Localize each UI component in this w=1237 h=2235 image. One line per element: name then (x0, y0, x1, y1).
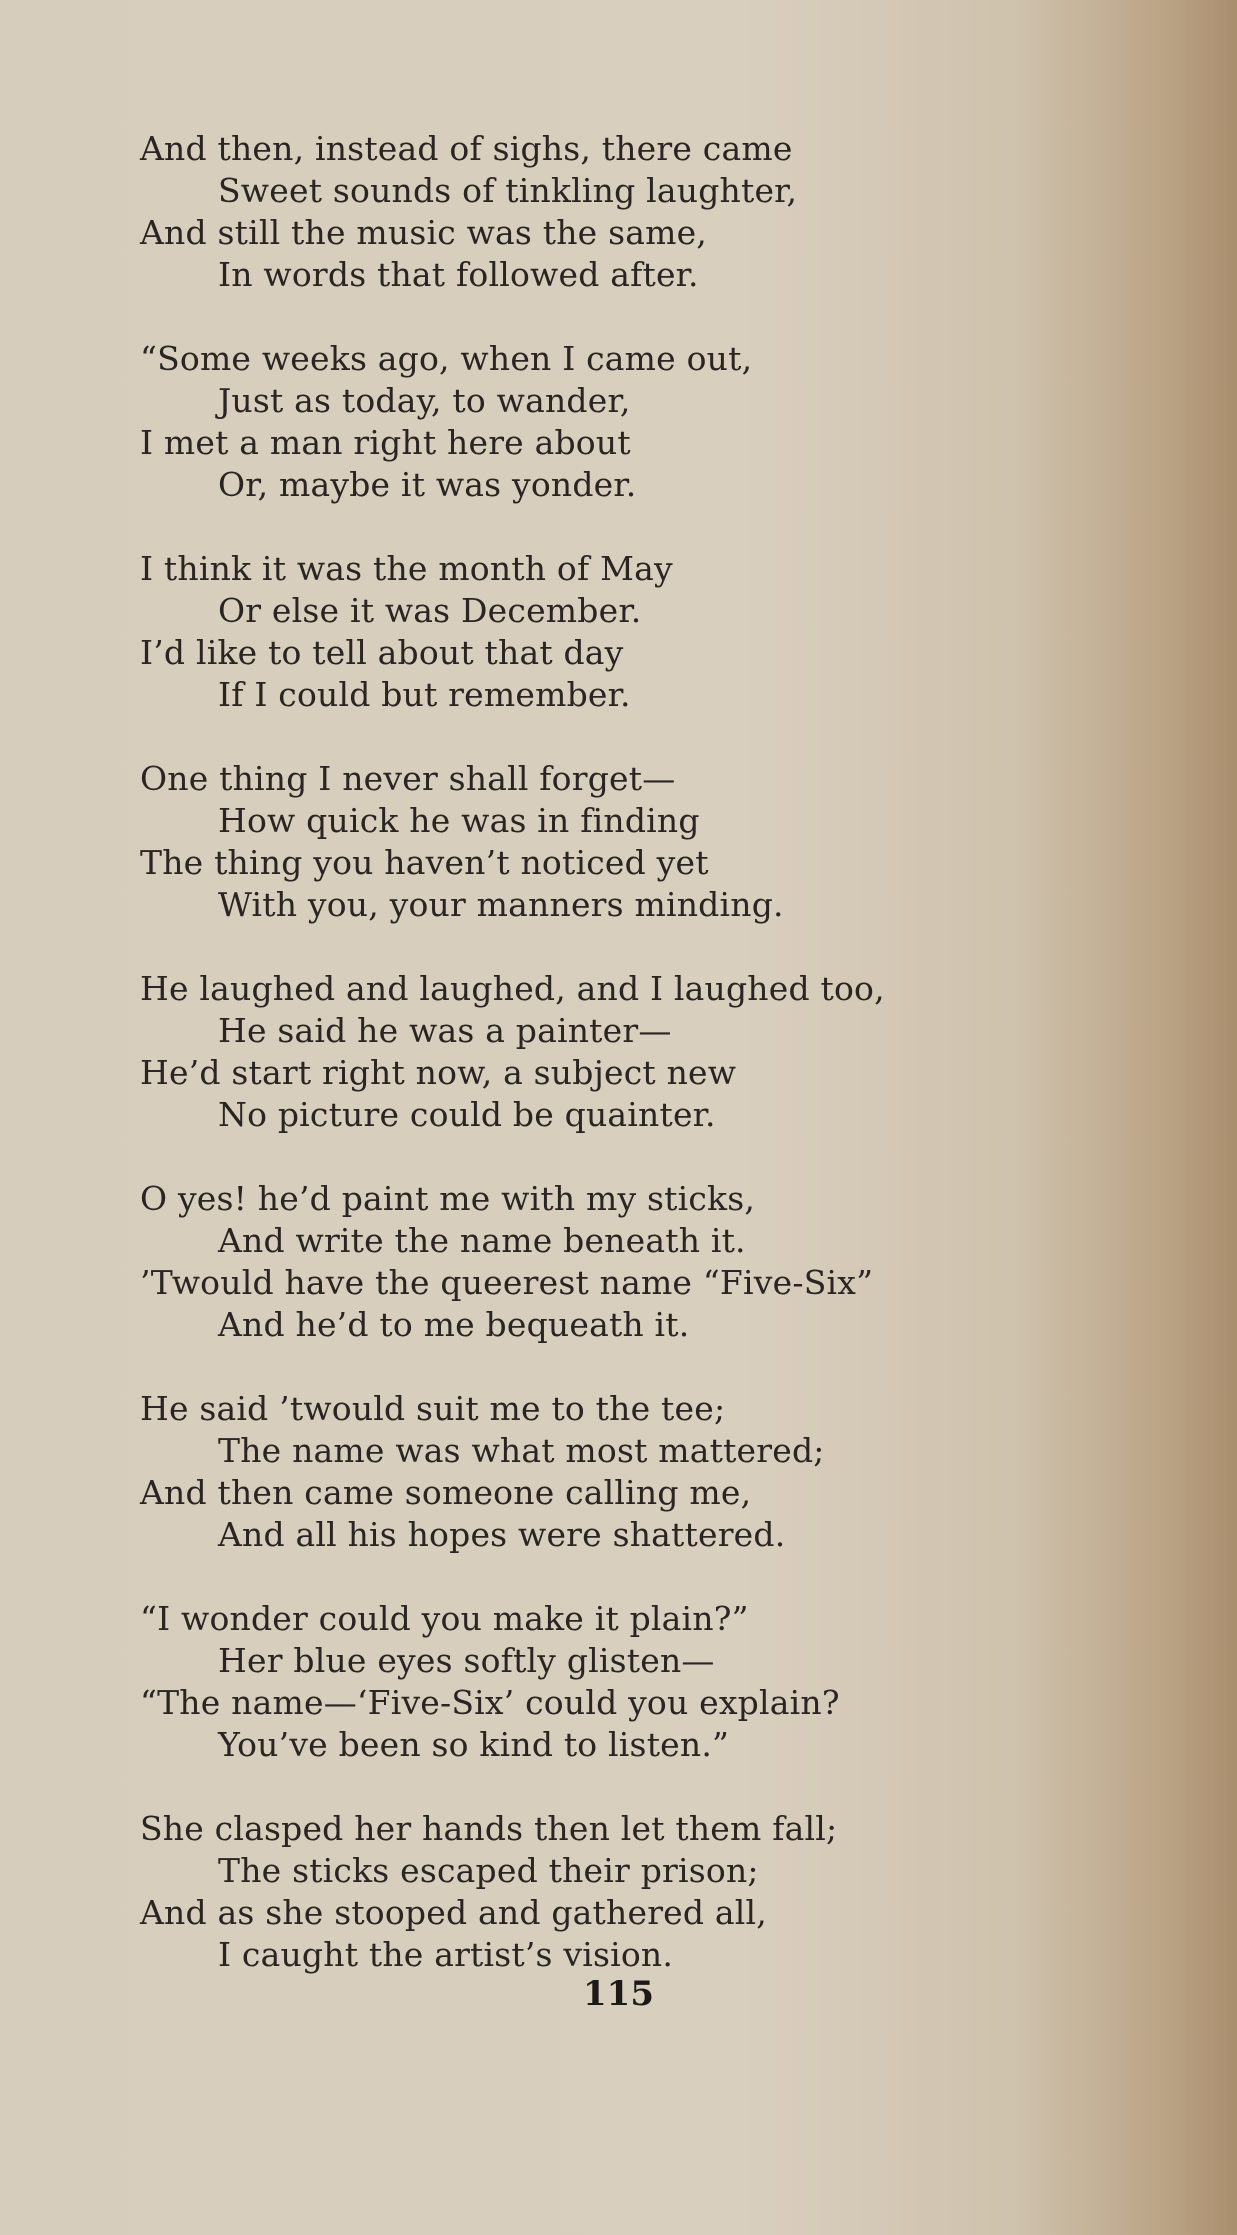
poem-line: And he’d to me bequeath it. (218, 1305, 690, 1344)
poem-line: How quick he was in finding (218, 801, 700, 840)
stanza-2 (140, 338, 1140, 506)
poem-line: And all his hopes were shattered. (218, 1515, 786, 1554)
poem-line: “Some weeks ago, when I came out, (140, 339, 753, 378)
poem (140, 128, 1140, 2018)
poem-line: One thing I never shall forget— (140, 759, 676, 798)
stanza-7 (140, 1388, 1140, 1556)
poem-line: You’ve been so kind to listen.” (218, 1725, 730, 1764)
stanza-8 (140, 1598, 1140, 1766)
poem-line: ’Twould have the queerest name “Five-Six” (140, 1263, 874, 1302)
poem-line: I’d like to tell about that day (140, 633, 624, 672)
poem-line: He said ’twould suit me to the tee; (140, 1389, 726, 1428)
poem-line: If I could but remember. (218, 675, 631, 714)
poem-line: I caught the artist’s vision. (218, 1935, 674, 1974)
stanza-9 (140, 1808, 1140, 1976)
stanza-3 (140, 548, 1140, 716)
poem-line: Her blue eyes softly glisten— (218, 1641, 715, 1680)
poem-line: “The name—‘Five-Six’ could you explain? (140, 1683, 840, 1722)
poem-line: The name was what most mattered; (218, 1431, 825, 1470)
poem-line: And then, instead of sighs, there came (140, 129, 793, 168)
poem-line: And still the music was the same, (140, 213, 707, 252)
poem-line: He laughed and laughed, and I laughed too, (140, 969, 885, 1008)
poem-line: He said he was a painter— (218, 1011, 672, 1050)
stanza-6 (140, 1178, 1140, 1346)
poem-line: And then came someone calling me, (140, 1473, 752, 1512)
poem-line: She clasped her hands then let them fall; (140, 1809, 838, 1848)
poem-line: The sticks escaped their prison; (218, 1851, 759, 1890)
poem-line: “I wonder could you make it plain?” (140, 1599, 749, 1638)
poem-line: In words that followed after. (218, 255, 699, 294)
stanza-1 (140, 128, 1140, 296)
poem-line: Sweet sounds of tinkling laughter, (218, 171, 798, 210)
poem-line: No picture could be quainter. (218, 1095, 716, 1134)
poem-line: With you, your manners minding. (218, 885, 784, 924)
poem-line: Or, maybe it was yonder. (218, 465, 637, 504)
stanza-5 (140, 968, 1140, 1136)
poem-line: And as she stooped and gathered all, (140, 1893, 767, 1932)
poem-line: Just as today, to wander, (218, 381, 631, 420)
page-number: 115 (583, 1974, 654, 2014)
poem-line: He’d start right now, a subject new (140, 1053, 737, 1092)
poem-line: Or else it was December. (218, 591, 642, 630)
poem-line: O yes! he’d paint me with my sticks, (140, 1179, 756, 1218)
poem-line: The thing you haven’t noticed yet (140, 843, 709, 882)
poem-line: I think it was the month of May (140, 549, 673, 588)
poem-line: And write the name beneath it. (218, 1221, 746, 1260)
stanza-4 (140, 758, 1140, 926)
poem-line: I met a man right here about (140, 423, 631, 462)
